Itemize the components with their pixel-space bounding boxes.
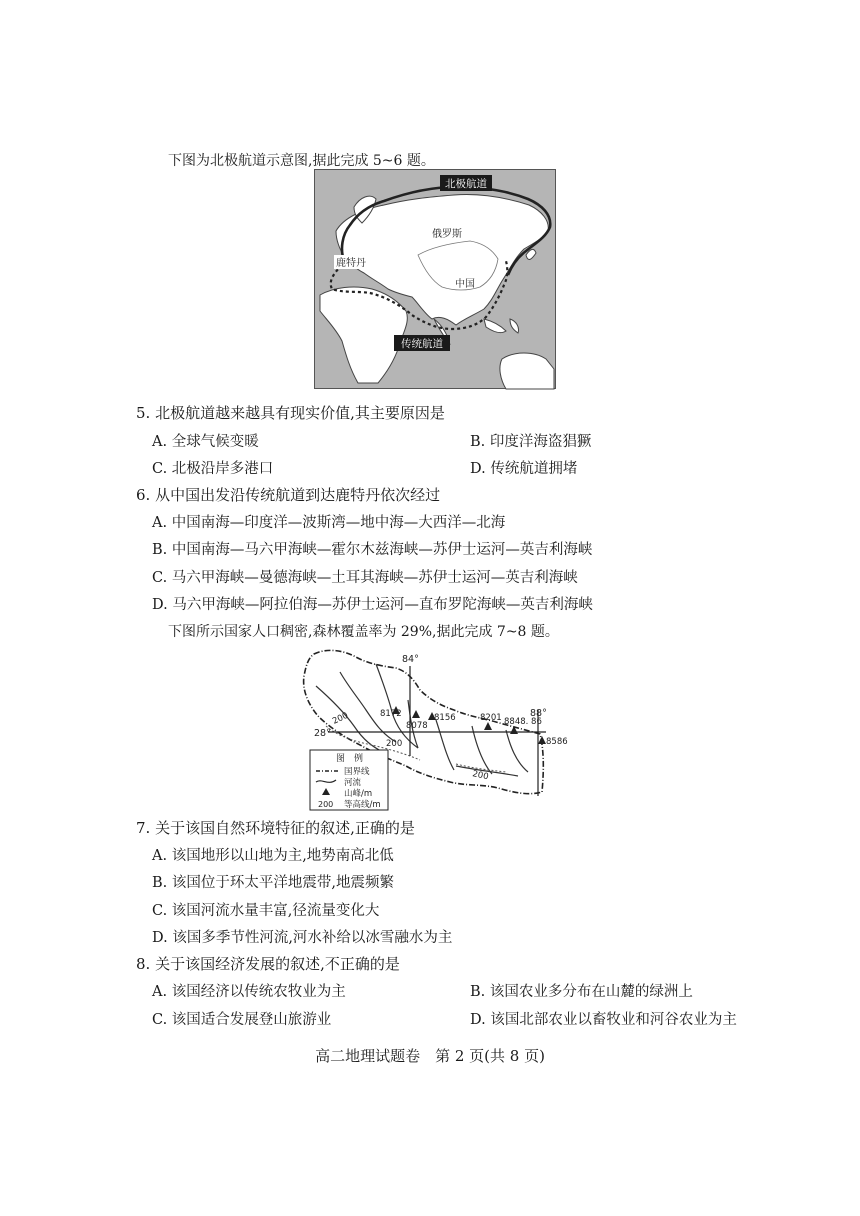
peak-label: 8156 bbox=[434, 713, 456, 723]
q5-option-b[interactable]: B. 印度洋海盗猖獗 bbox=[470, 434, 592, 450]
q8-option-c[interactable]: C. 该国适合发展登山旅游业 bbox=[152, 1012, 332, 1028]
country-relief-map bbox=[296, 646, 568, 812]
legend-border-label: 国界线 bbox=[344, 767, 370, 777]
q8-option-a[interactable]: A. 该国经济以传统农牧业为主 bbox=[152, 984, 346, 1000]
legend-river-label: 河流 bbox=[344, 778, 362, 788]
arctic-route-map bbox=[314, 169, 556, 389]
question-8-stem: 8. 关于该国经济发展的叙述,不正确的是 bbox=[136, 955, 400, 973]
river bbox=[376, 664, 418, 748]
peak-icon bbox=[412, 710, 420, 718]
label-rotterdam: 鹿特丹 bbox=[336, 258, 366, 269]
label-traditional-route: 传统航道 bbox=[401, 338, 443, 350]
q5-option-c[interactable]: C. 北极沿岸多港口 bbox=[152, 461, 274, 477]
peak-label: 8172 bbox=[380, 709, 402, 719]
q5-option-d[interactable]: D. 传统航道拥堵 bbox=[470, 461, 578, 477]
intro-5-6: 下图为北极航道示意图,据此完成 5~6 题。 bbox=[168, 153, 435, 169]
legend-peak-label: 山峰/m bbox=[344, 789, 373, 799]
label-lat-28: 28° bbox=[314, 728, 331, 739]
contour-label: 200 bbox=[386, 739, 403, 749]
label-china: 中国 bbox=[455, 279, 475, 290]
label-lon-88: 88° bbox=[530, 708, 547, 719]
q5-option-a[interactable]: A. 全球气候变暖 bbox=[152, 434, 259, 450]
q7-option-b[interactable]: B. 该国位于环太平洋地震带,地震频繁 bbox=[152, 875, 394, 891]
q8-option-b[interactable]: B. 该国农业多分布在山麓的绿洲上 bbox=[470, 984, 693, 1000]
river bbox=[472, 726, 492, 774]
legend-contour-value: 200 bbox=[318, 800, 334, 809]
legend-contour-label: 等高线/m bbox=[344, 800, 381, 810]
australia bbox=[500, 353, 554, 389]
q8-option-d[interactable]: D. 该国北部农业以畜牧业和河谷农业为主 bbox=[470, 1012, 737, 1028]
q6-option-d[interactable]: D. 马六甲海峡—阿拉伯海—苏伊士运河—直布罗陀海峡—英吉利海峡 bbox=[152, 597, 593, 613]
peak-label: 8848. 86 bbox=[504, 717, 542, 727]
page-footer: 高二地理试题卷 第 2 页(共 8 页) bbox=[315, 1047, 545, 1065]
contour-label: 200 bbox=[331, 710, 350, 727]
q7-option-a[interactable]: A. 该国地形以山地为主,地势南高北低 bbox=[152, 848, 394, 864]
q6-option-c[interactable]: C. 马六甲海峡—曼德海峡—土耳其海峡—苏伊士运河—英吉利海峡 bbox=[152, 570, 578, 586]
peak-icon bbox=[538, 736, 546, 744]
intro-7-8: 下图所示国家人口稠密,森林覆盖率为 29%,据此完成 7~8 题。 bbox=[168, 624, 559, 640]
river bbox=[316, 686, 388, 754]
river bbox=[506, 730, 528, 772]
label-russia: 俄罗斯 bbox=[432, 229, 462, 240]
q6-option-b[interactable]: B. 中国南海—马六甲海峡—霍尔木兹海峡—苏伊士运河—英吉利海峡 bbox=[152, 542, 593, 558]
peak-label: 8078 bbox=[406, 721, 428, 731]
question-7-stem: 7. 关于该国自然环境特征的叙述,正确的是 bbox=[136, 819, 415, 837]
question-5-stem: 5. 北极航道越来越具有现实价值,其主要原因是 bbox=[136, 404, 445, 422]
q6-option-a[interactable]: A. 中国南海—印度洋—波斯湾—地中海—大西洋—北海 bbox=[152, 515, 506, 531]
q7-option-d[interactable]: D. 该国多季节性河流,河水补给以冰雪融水为主 bbox=[152, 930, 453, 946]
peak-label: 8586 bbox=[546, 737, 568, 747]
peak-label: 8201 bbox=[480, 713, 502, 723]
contour-label: 200 bbox=[471, 769, 490, 783]
q7-option-c[interactable]: C. 该国河流水量丰富,径流量变化大 bbox=[152, 903, 380, 919]
peak-icon bbox=[484, 722, 492, 730]
river bbox=[436, 720, 454, 770]
label-arctic-route: 北极航道 bbox=[445, 178, 487, 190]
question-6-stem: 6. 从中国出发沿传统航道到达鹿特丹依次经过 bbox=[136, 486, 441, 504]
legend-title: 图 例 bbox=[336, 754, 364, 764]
label-lon-84: 84° bbox=[402, 654, 419, 665]
